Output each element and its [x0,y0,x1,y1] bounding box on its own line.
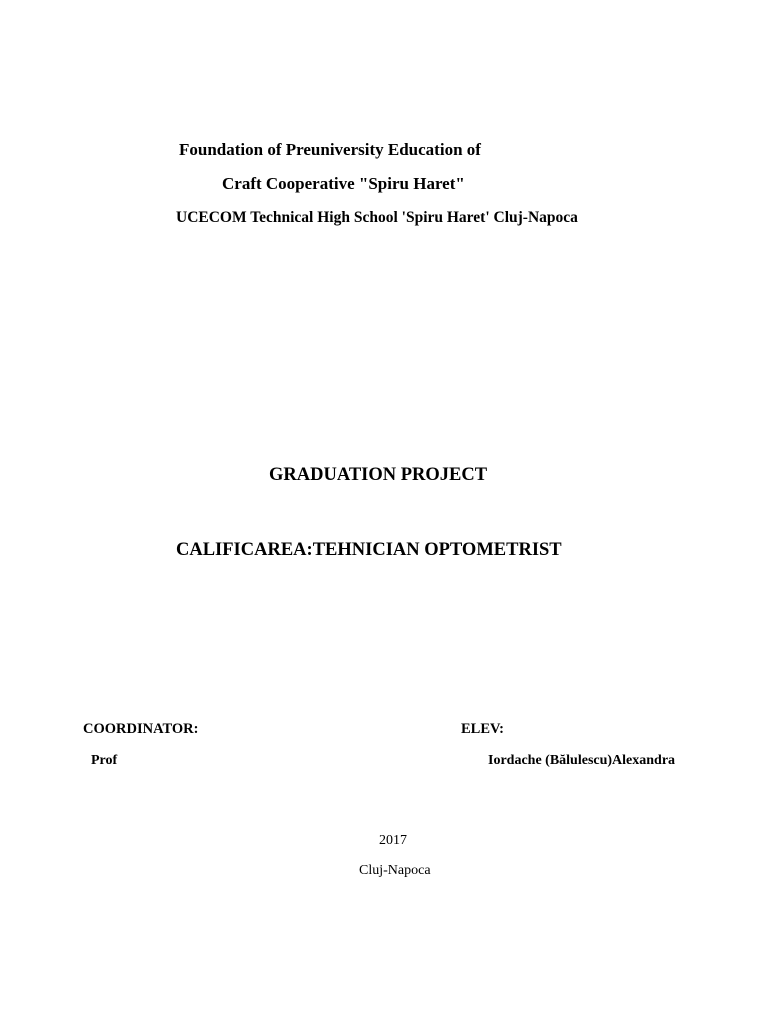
qualification-title: CALIFICAREA:TEHNICIAN OPTOMETRIST [176,540,562,560]
coordinator-name: Prof [91,753,118,768]
student-name: Iordache (Bălulescu)Alexandra [488,753,676,768]
institution-line-2: Craft Cooperative "Spiru Haret" [222,174,465,193]
coordinator-label: COORDINATOR: [83,721,199,737]
city: Cluj-Napoca [359,863,431,878]
project-title: GRADUATION PROJECT [269,465,488,485]
year: 2017 [379,833,407,848]
institution-line-1: Foundation of Preuniversity Education of [179,140,481,159]
student-label: ELEV: [461,721,504,737]
institution-line-3: UCECOM Technical High School 'Spiru Haret' Cluj-Napoca [176,209,578,226]
